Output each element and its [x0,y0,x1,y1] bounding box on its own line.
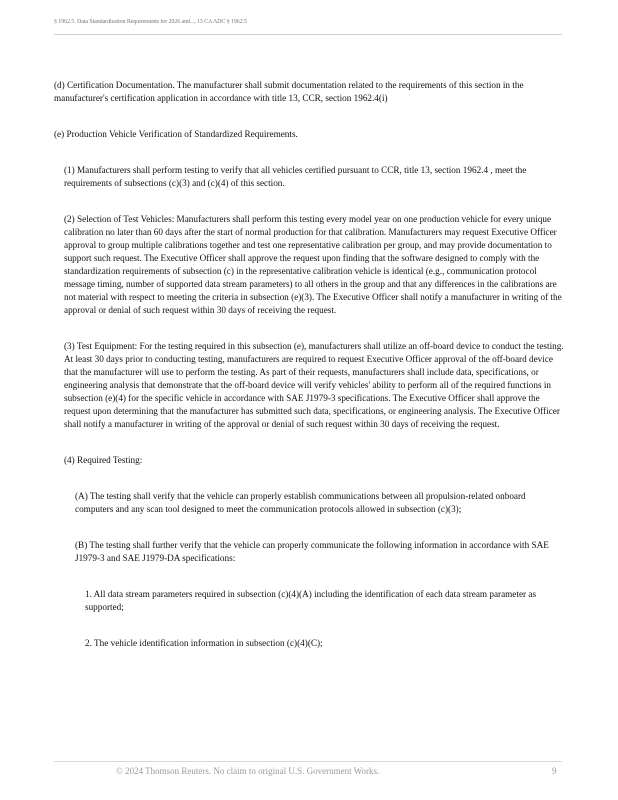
paragraph-e4-heading: (4) Required Testing: [64,455,143,465]
paragraph-e-heading: (e) Production Vehicle Verification of Standardized Requirements. [54,129,298,139]
footer-divider [54,761,562,762]
page-number: 9 [552,766,557,776]
paragraph-e3: (3) Test Equipment: For the testing required in this subsection (e), manufacturers shall utilize an off-board device to conduct the testing. At least 30 days prior to conducting testing, manufacturers are required to request Executive Officer approval of the off-board device that the manufacturer will use to perform the testing. As part of their requests, manufacturers shall include data, specifications, or engineering analysis that demonstrate that the off-board device will verify vehicles' ability to perform all of the required functions in subsection (e)(4) for the specific vehicle in accordance with SAE J1979-3 specifications. The Executive Officer shall approve the request upon determining that the manufacturer has submitted such data, specifications, or engineering analysis. The Executive Officer shall notify a manufacturer in writing of the approval or denial of such request within 30 days of receiving the request. [64,341,564,429]
list-item-1: 1. All data stream parameters required in subsection (c)(4)(A) including the identification of each data stream parameter as supported; [85,589,537,612]
list-item-2: 2. The vehicle identification information in subsection (c)(4)(C); [85,638,323,648]
paragraph-e4-b: (B) The testing shall further verify that the vehicle can properly communicate the following information in accordance with SAE J1979-3 and SAE J1979-DA specifications: [75,540,549,563]
paragraph-e4-a: (A) The testing shall verify that the vehicle can properly establish communications between all propulsion-related onboard computers and any scan tool designed to meet the communication protocols allowed in subsection (c)(3); [75,491,526,514]
footer-copyright: © 2024 Thomson Reuters. No claim to original U.S. Government Works. [116,766,380,776]
header-divider [54,34,562,35]
paragraph-e1: (1) Manufacturers shall perform testing to verify that all vehicles certified pursuant to CCR, title 13, section 1962.4 , meet the requirements of subsections (c)(3) and (c)(4) of this section. [64,165,527,188]
document-body [54,79,564,650]
running-header: § 1962.5. Data Standardization Requirements for 2026 and..., 13 CA ADC § 1962.5 [54,19,247,25]
paragraph-e2: (2) Selection of Test Vehicles: Manufacturers shall perform this testing every model year on one production vehicle for every unique calibration no later than 60 days after the start of normal production for that calibration. Manufacturers may request Executive Officer approval to group multiple calibrations together and test one representative calibration per group, and may provide documentation to support such request. The Executive Officer shall approve the request upon finding that the software designed to comply with the standardization requirements of subsection (c) in the representative calibration vehicle is identical (e.g., communication protocol message timing, number of supported data stream parameters) to all others in the group and that any differences in the calibrations are not material with respect to meeting the criteria in subsection (e)(3). The Executive Officer shall notify a manufacturer in writing of the approval or denial of such request within 30 days of receiving the request. [64,214,562,315]
paragraph-d-certification: (d) Certification Documentation. The manufacturer shall submit documentation related to the requirements of this section in the manufacturer's certification application in accordance with title 13, CCR, section 1962.4(i) [54,80,524,103]
